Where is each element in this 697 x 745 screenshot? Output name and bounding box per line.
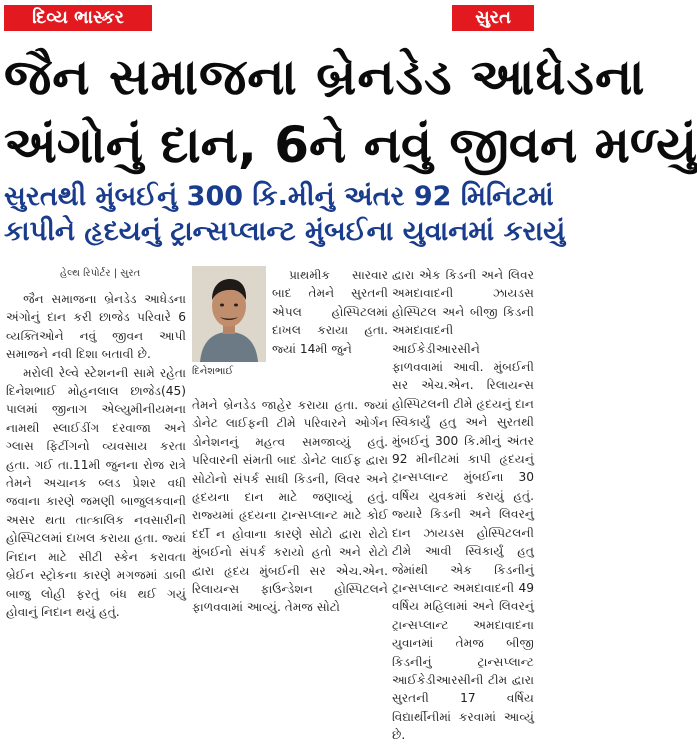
article-column-2-top — [272, 266, 388, 396]
byline: હેલ્થ રિપોર્ટર | સુરત — [60, 268, 141, 279]
masthead-bar — [0, 0, 538, 40]
photo-caption: દિનેશભાઈ — [192, 366, 234, 377]
article-paragraph: દ્વારા એક કિડની અને લિવર અમદાવાદની ઝાયડસ હોસ્પિટલ અને બીજી કિડની અમદાવાદની આઈકેડીઆરસીને ફાળવવામાં આવી. મુંબઈની સર એચ.એન. રિલાયન્સ હોસ્પિટલની ટીમે હૃદયનું દાન સ્વિકાર્યું હતુ અને સુરતથી મુંબઈનું 300 કિ.મીનું અંતર 92 મીનીટમાં કાપી હૃદયનું ટ્રાન્સપ્લાન્ટ મુંબઈના 30 વર્ષિય યુવકમાં કરાયું હતું. જ્યારે કિડની અને લિવરનું દાન ઝાયડસ હોસ્પિટલની ટીમે આવી સ્વિકાર્યું હતુ જેમાંથી એક કિડનીનું ટ્રાન્સપ્લાન્ટ અમદાવાદની 49 વર્ષિય મહિલામાં અને લિવરનું ટ્રાન્સપ્લાન્ટ અમદાવાદના યુવાનમાં તેમજ બીજી કિડનીનું ટ્રાન્સપ્લાન્ટ આઈકેડીઆરસીની ટીમ દ્વારા સુરતની 17 વર્ષિય વિદ્યાર્થીનીમાં કરવામાં આવ્યું છે. — [392, 268, 534, 743]
person-photo — [192, 266, 266, 362]
subheadline-line-1: સુરતથી મુંબઈનું 300 કિ.મીનું અંતર 92 મિનિટમાં — [4, 181, 554, 212]
article-paragraph: જૈન સમાજના બ્રેનડેડ આધેડના અંગોનું દાન કરી છાજેડ પરિવારે 6 વ્યક્તિઓને નવું જીવન આપી સમાજને નવી દિશા બતાવી છે. — [6, 292, 186, 362]
article-column-1 — [6, 290, 186, 640]
article-paragraph: પ્રાથમીક સારવાર બાદ તેમને સુરતની એપલ હોસ્પિટલમાં દાખલ કરાયા હતા. જ્યાં 14મી જુને — [272, 268, 388, 356]
article-column-3 — [392, 266, 534, 743]
article-paragraph: મરોલી રેલ્વે સ્ટેશનની સામે રહેતા દિનેશભાઈ મોહનલાલ છાજેડ(45) પાલમાં જીનાગ એલ્યુમીનીયમના નામથી સ્લાઈડીંગ દરવાજા અને ગ્લાસ ફિટીંગનો વ્યવસાય કરતા હતા. ગઈ તા.11મી જુનના રોજ રાત્રે તેમને અચાનક બ્લડ પ્રેશર વધી જવાના કારણે જમણી બાજુલકવાની અસર થતા તાત્કાલિક નવસારીની હોસ્પિટલમાં દાખલ કરાયા હતા. જ્યાં નિદાન માટે સીટી સ્કેન કરાવતા બ્રેઈન સ્ટ્રોકના કારણે મગજમાં ડાબી બાજુ લોહી ફરતું બંધ થઈ ગયું હોવાનું નિદાન થયું હતું. — [6, 365, 186, 619]
article-paragraph: તેમને બ્રેનડેડ જાહેર કરાયા હતા. જ્યાં ડોનેટ લાઈફની ટીમે પરિવારને ઓર્ગન ડોનેશનનું મહત્વ સમજાવ્યું હતું. પરિવારની સંમતી બાદ ડોનેટ લાઈફ દ્વારા સોટોનો સંપર્ક સાધી કિડની, લિવર અને હૃદયના દાન માટે જણાવ્યું હતું. રાજ્યમાં હૃદયના ટ્રાન્સપ્લાન્ટ માટે કોઈ દર્દી ન હોવાના કારણે સોટો દ્વારા રોટો મુંબઈનો સંપર્ક કરાયો હતો અને રોટો દ્વારા હૃદય મુંબઈની સર એચ.એન. રિલાયન્સ ફાઉન્ડેશન હોસ્પિટલને ફાળવવામાં આવ્યું. તેમજ સોટો — [192, 398, 388, 615]
city-badge: સુરત — [452, 5, 534, 31]
article-column-2-bottom — [192, 396, 388, 640]
headline-line-2: અંગોનું દાન, 6ને નવું જીવન મળ્યું — [4, 116, 697, 174]
newspaper-logo: દિવ્ય ભાસ્કર — [4, 5, 152, 31]
portrait-illustration — [192, 266, 266, 362]
subheadline-line-2: કાપીને હૃદયનું ટ્રાન્સપ્લાન્ટ મુંબઈના યુવાનમાં કરાયું — [4, 216, 566, 247]
headline-line-1: જૈન સમાજના બ્રેનડેડ આધેડના — [4, 48, 646, 106]
